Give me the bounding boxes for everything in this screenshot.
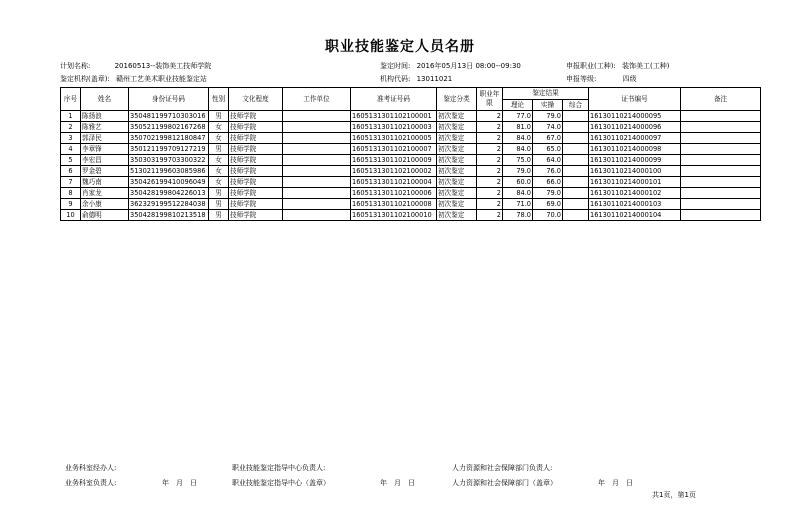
cell-seq: 10: [61, 210, 81, 221]
cell-workplace: [283, 111, 351, 122]
cell-name: 魏巧南: [81, 177, 129, 188]
roster-table: [60, 87, 761, 221]
cell-theory: 60.0: [503, 177, 533, 188]
cell-remark: [681, 188, 761, 199]
cell-seq: 9: [61, 199, 81, 210]
cell-category: 初次鉴定: [437, 166, 477, 177]
cell-id: 350521199802167268: [129, 122, 209, 133]
cell-theory: 77.0: [503, 111, 533, 122]
cell-seq: 4: [61, 144, 81, 155]
cell-category: 初次鉴定: [437, 210, 477, 221]
cell-workplace: [283, 188, 351, 199]
plan-label: 计划名称:: [60, 62, 91, 70]
header-cert: 证书编号: [589, 88, 681, 111]
cell-id: 350481199710303016: [129, 111, 209, 122]
cell-years: 2: [477, 188, 503, 199]
cell-cert: 16130110214000100: [589, 166, 681, 177]
cell-cert: 16130110214000095: [589, 111, 681, 122]
cell-exam-no: 1605131301102100002: [351, 166, 437, 177]
cell-cert: 16130110214000101: [589, 177, 681, 188]
page-title: 职业技能鉴定人员名册: [325, 39, 475, 55]
cell-remark: [681, 122, 761, 133]
header-years: 职业年限: [477, 88, 503, 111]
cell-years: 2: [477, 155, 503, 166]
cell-theory: 79.0: [503, 166, 533, 177]
cell-category: 初次鉴定: [437, 199, 477, 210]
cell-workplace: [283, 210, 351, 221]
table-row: [61, 133, 761, 144]
cell-theory: 84.0: [503, 188, 533, 199]
cell-theory: 81.0: [503, 122, 533, 133]
cell-theory: 84.0: [503, 144, 533, 155]
cell-gender: 男: [209, 188, 229, 199]
footer-hr-head: 人力资源和社会保障部门负责人:: [452, 464, 553, 472]
cell-exam-no: 1605131301102100005: [351, 133, 437, 144]
header-gender: 性别: [209, 88, 229, 111]
cell-remark: [681, 155, 761, 166]
cell-workplace: [283, 155, 351, 166]
cell-practice: 79.0: [533, 188, 563, 199]
cell-name: 陈扬浪: [81, 111, 129, 122]
header-exam-no: 准考证号码: [351, 88, 437, 111]
cell-cert: 16130110214000099: [589, 155, 681, 166]
cell-years: 2: [477, 133, 503, 144]
cell-name: 俞德明: [81, 210, 129, 221]
cell-years: 2: [477, 144, 503, 155]
cell-exam-no: 1605131301102100009: [351, 155, 437, 166]
cell-id: 513021199603085986: [129, 166, 209, 177]
cell-cert: 16130110214000097: [589, 133, 681, 144]
cell-practice: 74.0: [533, 122, 563, 133]
cell-exam-no: 1605131301102100008: [351, 199, 437, 210]
cell-category: 初次鉴定: [437, 111, 477, 122]
cell-theory: 78.0: [503, 210, 533, 221]
cell-remark: [681, 210, 761, 221]
cell-exam-no: 1605131301102100007: [351, 144, 437, 155]
cell-years: 2: [477, 199, 503, 210]
cell-overall: [563, 199, 589, 210]
cell-education: 技师学院: [229, 210, 283, 221]
cell-workplace: [283, 166, 351, 177]
cell-name: 肖家龙: [81, 188, 129, 199]
cell-id: 362329199512284038: [129, 199, 209, 210]
table-row: [61, 111, 761, 122]
cell-years: 2: [477, 166, 503, 177]
footer-page-info: 共1页，第1页: [652, 491, 696, 499]
cell-name: 郭泽民: [81, 133, 129, 144]
cell-overall: [563, 144, 589, 155]
footer-dept-head: 业务科室负责人:: [65, 479, 117, 487]
cell-workplace: [283, 177, 351, 188]
cell-remark: [681, 199, 761, 210]
cell-exam-no: 1605131301102100004: [351, 177, 437, 188]
cell-practice: 67.0: [533, 133, 563, 144]
header-overall: 综合: [563, 100, 589, 111]
cell-years: 2: [477, 210, 503, 221]
footer-hr-seal: 人力资源和社会保障部门（盖章）: [452, 479, 557, 487]
cell-workplace: [283, 199, 351, 210]
cell-seq: 8: [61, 188, 81, 199]
cell-category: 初次鉴定: [437, 122, 477, 133]
cell-id: 350121199709127219: [129, 144, 209, 155]
cell-category: 初次鉴定: [437, 144, 477, 155]
cell-education: 技师学院: [229, 166, 283, 177]
header-name: 姓名: [81, 88, 129, 111]
cell-id: 350428199810213518: [129, 210, 209, 221]
cell-exam-no: 1605131301102100010: [351, 210, 437, 221]
cell-cert: 16130110214000102: [589, 188, 681, 199]
cell-education: 技师学院: [229, 199, 283, 210]
cell-overall: [563, 122, 589, 133]
cell-seq: 2: [61, 122, 81, 133]
cell-remark: [681, 111, 761, 122]
table-row: [61, 188, 761, 199]
meta-org: [60, 74, 207, 84]
header-id: 身份证号码: [129, 88, 209, 111]
cell-id: 350428199804226013: [129, 188, 209, 199]
table-row: [61, 210, 761, 221]
meta-plan: [60, 61, 211, 71]
cell-theory: 84.0: [503, 133, 533, 144]
cell-category: 初次鉴定: [437, 155, 477, 166]
cell-workplace: [283, 144, 351, 155]
cell-gender: 男: [209, 210, 229, 221]
cell-overall: [563, 133, 589, 144]
cell-name: 李章锋: [81, 144, 129, 155]
cell-education: 技师学院: [229, 133, 283, 144]
cell-cert: 16130110214000103: [589, 199, 681, 210]
cell-gender: 男: [209, 144, 229, 155]
cell-education: 技师学院: [229, 144, 283, 155]
table-row: [61, 177, 761, 188]
cell-education: 技师学院: [229, 188, 283, 199]
cell-gender: 女: [209, 166, 229, 177]
level-label: 申报等级:: [566, 75, 597, 83]
footer-guidance-seal: 职业技能鉴定指导中心（盖章）: [232, 479, 330, 487]
cell-gender: 男: [209, 111, 229, 122]
cell-gender: 女: [209, 155, 229, 166]
footer-date-1: 年 月 日: [162, 479, 197, 487]
cell-education: 技师学院: [229, 111, 283, 122]
cell-workplace: [283, 133, 351, 144]
cell-exam-no: 1605131301102100006: [351, 188, 437, 199]
time-value: 2016年05月13日 08:00--09:30: [416, 62, 521, 70]
cell-years: 2: [477, 177, 503, 188]
cell-education: 技师学院: [229, 155, 283, 166]
cell-practice: 66.0: [533, 177, 563, 188]
table-row: [61, 122, 761, 133]
cell-practice: 64.0: [533, 155, 563, 166]
cell-overall: [563, 188, 589, 199]
cell-exam-no: 1605131301102100001: [351, 111, 437, 122]
cell-name: 余小康: [81, 199, 129, 210]
cell-category: 初次鉴定: [437, 133, 477, 144]
cell-overall: [563, 111, 589, 122]
cell-id: 350702199812180847: [129, 133, 209, 144]
cell-years: 2: [477, 122, 503, 133]
cell-theory: 71.0: [503, 199, 533, 210]
cell-years: 2: [477, 111, 503, 122]
header-seq: 序号: [61, 88, 81, 111]
table-row: [61, 144, 761, 155]
meta-level: [566, 74, 637, 84]
meta-occupation: [566, 61, 670, 71]
cell-remark: [681, 144, 761, 155]
cell-practice: 70.0: [533, 210, 563, 221]
cell-gender: 女: [209, 122, 229, 133]
cell-seq: 3: [61, 133, 81, 144]
time-label: 鉴定时间:: [380, 62, 411, 70]
cell-cert: 16130110214000104: [589, 210, 681, 221]
footer-date-2: 年 月 日: [380, 479, 415, 487]
cell-practice: 76.0: [533, 166, 563, 177]
cell-education: 技师学院: [229, 177, 283, 188]
cell-seq: 1: [61, 111, 81, 122]
cell-id: 350426199410096049: [129, 177, 209, 188]
cell-gender: 女: [209, 133, 229, 144]
meta-time: [380, 61, 521, 71]
org-label: 鉴定机构(盖章):: [60, 75, 110, 83]
table-row: [61, 166, 761, 177]
footer-date-3: 年 月 日: [598, 479, 633, 487]
header-result: 鉴定结果: [503, 88, 589, 100]
meta-code: [380, 74, 452, 84]
header-workplace: 工作单位: [283, 88, 351, 111]
cell-gender: 男: [209, 199, 229, 210]
plan-value: 20160513--装饰美工技师学院: [114, 62, 212, 70]
header-education: 文化程度: [229, 88, 283, 111]
cell-overall: [563, 166, 589, 177]
cell-education: 技师学院: [229, 122, 283, 133]
roster-body: [61, 111, 761, 221]
occupation-value: 装饰美工(工种): [622, 62, 670, 70]
cell-name: 罗金碧: [81, 166, 129, 177]
header-remark: 备注: [681, 88, 761, 111]
footer-guidance-head: 职业技能鉴定指导中心负责人:: [232, 464, 326, 472]
cell-practice: 69.0: [533, 199, 563, 210]
cell-overall: [563, 210, 589, 221]
table-row: [61, 155, 761, 166]
cell-remark: [681, 177, 761, 188]
cell-gender: 女: [209, 177, 229, 188]
org-value: 赣州工艺美术职业技能鉴定站: [116, 75, 208, 83]
cell-id: 350303199703300322: [129, 155, 209, 166]
cell-exam-no: 1605131301102100003: [351, 122, 437, 133]
header-practice: 实操: [533, 100, 563, 111]
code-value: 13011021: [416, 75, 453, 83]
header-theory: 理论: [503, 100, 533, 111]
cell-cert: 16130110214000098: [589, 144, 681, 155]
cell-category: 初次鉴定: [437, 177, 477, 188]
cell-remark: [681, 133, 761, 144]
cell-workplace: [283, 122, 351, 133]
occupation-label: 申报职业(工种):: [566, 62, 616, 70]
cell-seq: 5: [61, 155, 81, 166]
cell-overall: [563, 155, 589, 166]
cell-practice: 65.0: [533, 144, 563, 155]
cell-name: 李宏昌: [81, 155, 129, 166]
code-label: 机构代码:: [380, 75, 411, 83]
table-row: [61, 199, 761, 210]
level-value: 四级: [622, 75, 637, 83]
cell-name: 陈雅艺: [81, 122, 129, 133]
footer-clerk: 业务科室经办人:: [65, 464, 117, 472]
cell-seq: 6: [61, 166, 81, 177]
cell-theory: 75.0: [503, 155, 533, 166]
cell-seq: 7: [61, 177, 81, 188]
cell-remark: [681, 166, 761, 177]
cell-practice: 79.0: [533, 111, 563, 122]
cell-cert: 16130110214000096: [589, 122, 681, 133]
cell-category: 初次鉴定: [437, 188, 477, 199]
header-category: 鉴定分类: [437, 88, 477, 111]
cell-overall: [563, 177, 589, 188]
